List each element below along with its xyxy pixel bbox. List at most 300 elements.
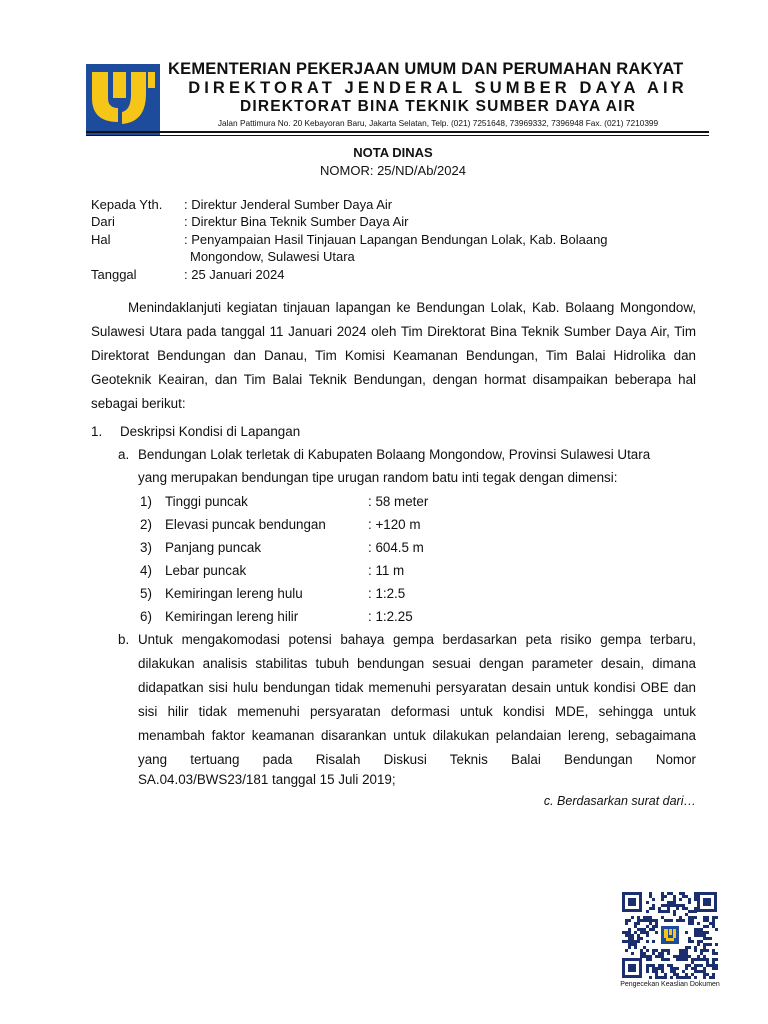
qr-module bbox=[631, 937, 634, 940]
qr-module bbox=[646, 925, 649, 928]
qr-module bbox=[652, 925, 655, 928]
qr-module bbox=[712, 916, 715, 919]
spec-value: : 604.5 m bbox=[368, 540, 424, 555]
qr-module bbox=[655, 931, 658, 934]
qr-module bbox=[679, 898, 682, 901]
qr-module bbox=[706, 964, 709, 967]
qr-module bbox=[622, 931, 625, 934]
qr-module bbox=[646, 949, 649, 952]
qr-module bbox=[652, 964, 655, 967]
qr-module bbox=[688, 946, 691, 949]
qr-module bbox=[715, 958, 718, 961]
letterhead-rule-thin bbox=[86, 135, 709, 136]
qr-module bbox=[694, 910, 697, 913]
qr-module bbox=[673, 913, 676, 916]
qr-module bbox=[637, 940, 640, 943]
qr-module bbox=[703, 931, 706, 934]
qr-module bbox=[697, 943, 700, 946]
qr-module bbox=[691, 967, 694, 970]
qr-module bbox=[667, 949, 670, 952]
qr-module bbox=[673, 895, 676, 898]
spec-number: 1) bbox=[140, 494, 152, 509]
qr-module bbox=[655, 976, 658, 979]
qr-module bbox=[712, 922, 715, 925]
qr-module bbox=[661, 949, 664, 952]
qr-module bbox=[631, 916, 634, 919]
qr-module bbox=[637, 937, 640, 940]
qr-module bbox=[649, 928, 652, 931]
qr-module bbox=[631, 943, 634, 946]
qr-module bbox=[655, 922, 658, 925]
qr-module bbox=[661, 892, 664, 895]
qr-module bbox=[688, 976, 691, 979]
qr-module bbox=[682, 955, 685, 958]
qr-module bbox=[697, 928, 700, 931]
qr-module bbox=[646, 916, 649, 919]
qr-module bbox=[634, 940, 637, 943]
spec-number: 3) bbox=[140, 540, 152, 555]
qr-module bbox=[640, 919, 643, 922]
qr-module bbox=[685, 955, 688, 958]
qr-module bbox=[685, 964, 688, 967]
qr-module bbox=[712, 952, 715, 955]
qr-module bbox=[691, 961, 694, 964]
qr-module bbox=[706, 919, 709, 922]
subject-value-line1: : Penyampaian Hasil Tinjauan Lapangan Bendungan Lolak, Kab. Bolaang bbox=[184, 232, 608, 247]
qr-module bbox=[652, 907, 655, 910]
qr-module bbox=[691, 919, 694, 922]
document-number: NOMOR: 25/ND/Ab/2024 bbox=[320, 163, 466, 178]
qr-module bbox=[688, 916, 691, 919]
qr-module bbox=[652, 940, 655, 943]
qr-module bbox=[673, 904, 676, 907]
qr-module bbox=[712, 976, 715, 979]
qr-module bbox=[688, 955, 691, 958]
qr-module bbox=[628, 937, 631, 940]
spec-value: : 1:2.25 bbox=[368, 609, 413, 624]
qr-module bbox=[706, 916, 709, 919]
qr-module bbox=[634, 925, 637, 928]
qr-module bbox=[655, 919, 658, 922]
qr-module bbox=[700, 970, 703, 973]
qr-module bbox=[640, 949, 643, 952]
memo-header bbox=[91, 196, 731, 286]
qr-module bbox=[637, 928, 640, 931]
qr-module bbox=[652, 928, 655, 931]
qr-module bbox=[709, 976, 712, 979]
qr-module bbox=[670, 904, 673, 907]
qr-module bbox=[670, 892, 673, 895]
document-type: NOTA DINAS bbox=[353, 145, 433, 160]
qr-module bbox=[676, 904, 679, 907]
item-a-line2: yang merupakan bendungan tipe urugan random batu inti tegak dengan dimensi: bbox=[138, 470, 618, 485]
qr-module bbox=[667, 892, 670, 895]
qr-module bbox=[712, 961, 715, 964]
qr-module bbox=[658, 910, 661, 913]
qr-module bbox=[712, 973, 715, 976]
qr-module bbox=[697, 958, 700, 961]
qr-module bbox=[649, 919, 652, 922]
qr-module bbox=[691, 958, 694, 961]
qr-module bbox=[706, 937, 709, 940]
qr-module bbox=[682, 892, 685, 895]
qr-module bbox=[682, 904, 685, 907]
qr-module bbox=[655, 970, 658, 973]
qr-module bbox=[688, 940, 691, 943]
qr-module bbox=[628, 919, 631, 922]
qr-module bbox=[694, 928, 697, 931]
qr-module bbox=[643, 931, 646, 934]
qr-module bbox=[709, 943, 712, 946]
qr-module bbox=[685, 913, 688, 916]
qr-module bbox=[670, 901, 673, 904]
spec-label: Kemiringan lereng hilir bbox=[165, 609, 299, 624]
qr-module bbox=[697, 955, 700, 958]
qr-module bbox=[676, 955, 679, 958]
qr-module bbox=[640, 952, 643, 955]
qr-module bbox=[685, 895, 688, 898]
qr-module bbox=[703, 976, 706, 979]
qr-module bbox=[667, 964, 670, 967]
qr-module bbox=[628, 946, 631, 949]
qr-module bbox=[649, 976, 652, 979]
qr-module bbox=[652, 949, 655, 952]
qr-module bbox=[622, 940, 625, 943]
spec-label: Kemiringan lereng hulu bbox=[165, 586, 303, 601]
subject-label: Hal bbox=[91, 232, 111, 247]
qr-module bbox=[703, 934, 706, 937]
qr-module bbox=[712, 949, 715, 952]
date-value: : 25 Januari 2024 bbox=[184, 267, 285, 282]
qr-module bbox=[703, 970, 706, 973]
qr-module bbox=[676, 958, 679, 961]
qr-module bbox=[697, 970, 700, 973]
letterhead-rule-thick bbox=[86, 131, 709, 133]
qr-module bbox=[697, 934, 700, 937]
qr-module bbox=[649, 958, 652, 961]
qr-module bbox=[703, 946, 706, 949]
qr-module bbox=[646, 940, 649, 943]
spec-label: Tinggi puncak bbox=[165, 494, 248, 509]
qr-module bbox=[682, 952, 685, 955]
qr-module bbox=[682, 970, 685, 973]
qr-module bbox=[694, 931, 697, 934]
qr-module bbox=[700, 931, 703, 934]
qr-module bbox=[658, 907, 661, 910]
qr-module bbox=[667, 907, 670, 910]
qr-module bbox=[628, 940, 631, 943]
qr-module bbox=[700, 949, 703, 952]
qr-module bbox=[646, 967, 649, 970]
qr-module bbox=[643, 928, 646, 931]
item-a-marker: a. bbox=[118, 447, 130, 462]
qr-module bbox=[646, 931, 649, 934]
qr-module bbox=[640, 955, 643, 958]
qr-module bbox=[685, 946, 688, 949]
qr-module bbox=[655, 925, 658, 928]
qr-module bbox=[646, 910, 649, 913]
qr-module bbox=[649, 964, 652, 967]
qr-module bbox=[706, 925, 709, 928]
qr-module bbox=[688, 964, 691, 967]
qr-module bbox=[673, 901, 676, 904]
qr-module bbox=[634, 943, 637, 946]
qr-module bbox=[685, 952, 688, 955]
qr-module bbox=[634, 931, 637, 934]
qr-module bbox=[691, 940, 694, 943]
qr-module bbox=[679, 892, 682, 895]
qr-module bbox=[694, 892, 697, 895]
qr-module bbox=[652, 970, 655, 973]
qr-module bbox=[661, 904, 664, 907]
qr-module bbox=[628, 928, 631, 931]
qr-module bbox=[643, 952, 646, 955]
qr-module bbox=[706, 958, 709, 961]
qr-module bbox=[679, 904, 682, 907]
to-value: : Direktur Jenderal Sumber Daya Air bbox=[184, 197, 393, 212]
qr-module bbox=[640, 937, 643, 940]
spec-label: Lebar puncak bbox=[165, 563, 247, 578]
qr-module bbox=[667, 919, 670, 922]
qr-module bbox=[658, 964, 661, 967]
qr-module bbox=[703, 949, 706, 952]
qr-module bbox=[703, 973, 706, 976]
qr-module bbox=[664, 976, 667, 979]
qr-module bbox=[649, 916, 652, 919]
qr-module bbox=[709, 937, 712, 940]
qr-module bbox=[712, 919, 715, 922]
qr-module bbox=[667, 904, 670, 907]
qr-module bbox=[685, 931, 688, 934]
qr-module bbox=[661, 964, 664, 967]
qr-module bbox=[667, 901, 670, 904]
qr-module bbox=[685, 907, 688, 910]
qr-module bbox=[625, 934, 628, 937]
qr-module bbox=[694, 934, 697, 937]
qr-module bbox=[625, 940, 628, 943]
qr-module bbox=[700, 952, 703, 955]
spec-value: : 58 meter bbox=[368, 494, 429, 509]
qr-module bbox=[682, 949, 685, 952]
qr-module bbox=[673, 910, 676, 913]
qr-module bbox=[703, 919, 706, 922]
qr-module bbox=[685, 949, 688, 952]
qr-module bbox=[637, 916, 640, 919]
qr-module bbox=[694, 895, 697, 898]
qr-module bbox=[625, 949, 628, 952]
qr-module bbox=[685, 958, 688, 961]
qr-module bbox=[694, 949, 697, 952]
qr-module bbox=[661, 958, 664, 961]
qr-module bbox=[628, 931, 631, 934]
spec-value: : +120 m bbox=[368, 517, 421, 532]
qr-module bbox=[652, 952, 655, 955]
qr-module bbox=[697, 964, 700, 967]
continuation-note: c. Berdasarkan surat dari… bbox=[543, 794, 696, 808]
item-b-marker: b. bbox=[118, 632, 130, 647]
qr-module bbox=[679, 976, 682, 979]
qr-module bbox=[664, 919, 667, 922]
qr-module bbox=[700, 964, 703, 967]
qr-module bbox=[637, 919, 640, 922]
qr-module bbox=[652, 967, 655, 970]
qr-module bbox=[634, 922, 637, 925]
qr-module bbox=[673, 967, 676, 970]
item-b-paragraph: Untuk mengakomodasi potensi bahaya gempa berdasarkan peta risiko gempa terbaru, dilakukan analisis stabilitas tubuh bendungan sesuai dengan parameter desain, dimana didapatkan sisi hulu bendungan tidak memenuhi persyaratan desain untuk kondisi OBE dan sisi hilir tidak memenuhi persyaratan deformasi untuk kondisi MDE, sehingga untuk menambah faktor keamanan disarankan untuk dilakukan pelandaian lereng, sebagaimana yang tertuang pada Risalah Diskusi Teknis Balai Bendungan Nomor bbox=[138, 632, 696, 767]
qr-module bbox=[691, 916, 694, 919]
qr-module bbox=[661, 898, 664, 901]
qr-module bbox=[670, 976, 673, 979]
qr-module bbox=[706, 949, 709, 952]
qr-module bbox=[679, 952, 682, 955]
qr-module bbox=[640, 931, 643, 934]
spec-number: 5) bbox=[140, 586, 152, 601]
qr-module bbox=[679, 919, 682, 922]
qr-module bbox=[700, 928, 703, 931]
qr-module bbox=[712, 958, 715, 961]
spec-value: : 11 m bbox=[368, 563, 405, 578]
qr-module bbox=[706, 961, 709, 964]
qr-module bbox=[703, 916, 706, 919]
qr-module bbox=[643, 946, 646, 949]
qr-module bbox=[715, 952, 718, 955]
section-1-number: 1. bbox=[91, 424, 103, 439]
qr-module bbox=[688, 898, 691, 901]
qr-module bbox=[703, 937, 706, 940]
qr-module bbox=[691, 910, 694, 913]
qr-module bbox=[715, 964, 718, 967]
qr-module bbox=[676, 967, 679, 970]
qr-module bbox=[697, 940, 700, 943]
qr-module bbox=[700, 940, 703, 943]
qr-module bbox=[658, 967, 661, 970]
qr-module bbox=[688, 937, 691, 940]
qr-module bbox=[688, 901, 691, 904]
letterhead-address: Jalan Pattimura No. 20 Kebayoran Baru, Jakarta Selatan, Telp. (021) 7251648, 73969332, 7396948 Fax. (021) 7210399 bbox=[217, 118, 659, 128]
qr-module bbox=[679, 916, 682, 919]
qr-module bbox=[658, 955, 661, 958]
qr-module bbox=[709, 922, 712, 925]
qr-module bbox=[706, 943, 709, 946]
qr-module bbox=[661, 916, 664, 919]
qr-module bbox=[709, 964, 712, 967]
qr-code bbox=[620, 890, 719, 980]
qr-module bbox=[676, 976, 679, 979]
qr-module bbox=[703, 943, 706, 946]
to-label: Kepada Yth. bbox=[91, 197, 163, 212]
item-a-line1: Bendungan Lolak terletak di Kabupaten Bolaang Mongondow, Provinsi Sulawesi Utara bbox=[138, 447, 651, 462]
qr-module bbox=[679, 955, 682, 958]
qr-module bbox=[676, 973, 679, 976]
qr-module bbox=[631, 934, 634, 937]
qr-module bbox=[682, 958, 685, 961]
from-label: Dari bbox=[91, 214, 115, 229]
qr-module bbox=[694, 958, 697, 961]
intro-paragraph: Menindaklanjuti kegiatan tinjauan lapangan ke Bendungan Lolak, Kab. Bolaang Mongondow, Sulawesi Utara pada tanggal 11 Januari 2024 oleh Tim Direktorat Bina Teknik Sumber Daya Air, Tim Direktorat Bendungan dan Danau, Tim Komisi Keamanan Bendungan, Tim Balai Hidrolika dan Geoteknik Keairan, dan Tim Balai Teknik Bendungan, dengan hormat disampaikan beberapa hal sebagai berikut: bbox=[91, 300, 696, 411]
section-1-title: Deskripsi Kondisi di Lapangan bbox=[120, 424, 301, 439]
qr-module bbox=[646, 958, 649, 961]
qr-module bbox=[700, 958, 703, 961]
qr-module bbox=[667, 910, 670, 913]
qr-module bbox=[664, 949, 667, 952]
qr-module bbox=[628, 934, 631, 937]
qr-module bbox=[661, 976, 664, 979]
qr-module bbox=[661, 895, 664, 898]
qr-module bbox=[688, 919, 691, 922]
qr-module bbox=[712, 967, 715, 970]
qr-module bbox=[652, 898, 655, 901]
qr-module bbox=[646, 919, 649, 922]
qr-module bbox=[640, 928, 643, 931]
qr-module bbox=[697, 922, 700, 925]
qr-module bbox=[712, 964, 715, 967]
qr-module bbox=[679, 958, 682, 961]
qr-module bbox=[637, 922, 640, 925]
qr-module bbox=[694, 976, 697, 979]
qr-module bbox=[661, 910, 664, 913]
qr-module bbox=[661, 952, 664, 955]
qr-module bbox=[682, 976, 685, 979]
qr-module bbox=[643, 916, 646, 919]
qr-module bbox=[655, 949, 658, 952]
qr-module bbox=[673, 955, 676, 958]
qr-module bbox=[649, 955, 652, 958]
qr-module bbox=[631, 940, 634, 943]
qr-module bbox=[679, 949, 682, 952]
qr-module bbox=[652, 904, 655, 907]
qr-module bbox=[664, 895, 667, 898]
qr-module bbox=[673, 973, 676, 976]
date-label: Tanggal bbox=[91, 267, 137, 282]
qr-module bbox=[637, 934, 640, 937]
qr-module bbox=[694, 964, 697, 967]
qr-module bbox=[688, 922, 691, 925]
ministry-logo bbox=[86, 64, 160, 136]
qr-module bbox=[706, 973, 709, 976]
qr-module bbox=[700, 934, 703, 937]
qr-module bbox=[715, 928, 718, 931]
spec-number: 4) bbox=[140, 563, 152, 578]
qr-module bbox=[661, 967, 664, 970]
qr-module bbox=[667, 958, 670, 961]
qr-module bbox=[703, 958, 706, 961]
qr-module bbox=[664, 958, 667, 961]
qr-module bbox=[670, 919, 673, 922]
qr-module bbox=[649, 892, 652, 895]
qr-module bbox=[625, 931, 628, 934]
qr-module bbox=[664, 910, 667, 913]
qr-module bbox=[655, 955, 658, 958]
qr-module bbox=[691, 922, 694, 925]
qr-module bbox=[673, 898, 676, 901]
qr-module bbox=[664, 973, 667, 976]
qr-module bbox=[652, 919, 655, 922]
qr-module bbox=[664, 904, 667, 907]
spec-label: Panjang puncak bbox=[165, 540, 262, 555]
qr-module bbox=[625, 922, 628, 925]
qr-module bbox=[694, 946, 697, 949]
qr-module bbox=[655, 967, 658, 970]
qr-module bbox=[649, 907, 652, 910]
qr-module bbox=[661, 970, 664, 973]
qr-module bbox=[667, 952, 670, 955]
qr-module bbox=[670, 970, 673, 973]
spec-label: Elevasi puncak bendungan bbox=[165, 517, 326, 532]
qr-module bbox=[685, 976, 688, 979]
qr-module bbox=[712, 925, 715, 928]
qr-module bbox=[625, 919, 628, 922]
qr-module bbox=[646, 934, 649, 937]
